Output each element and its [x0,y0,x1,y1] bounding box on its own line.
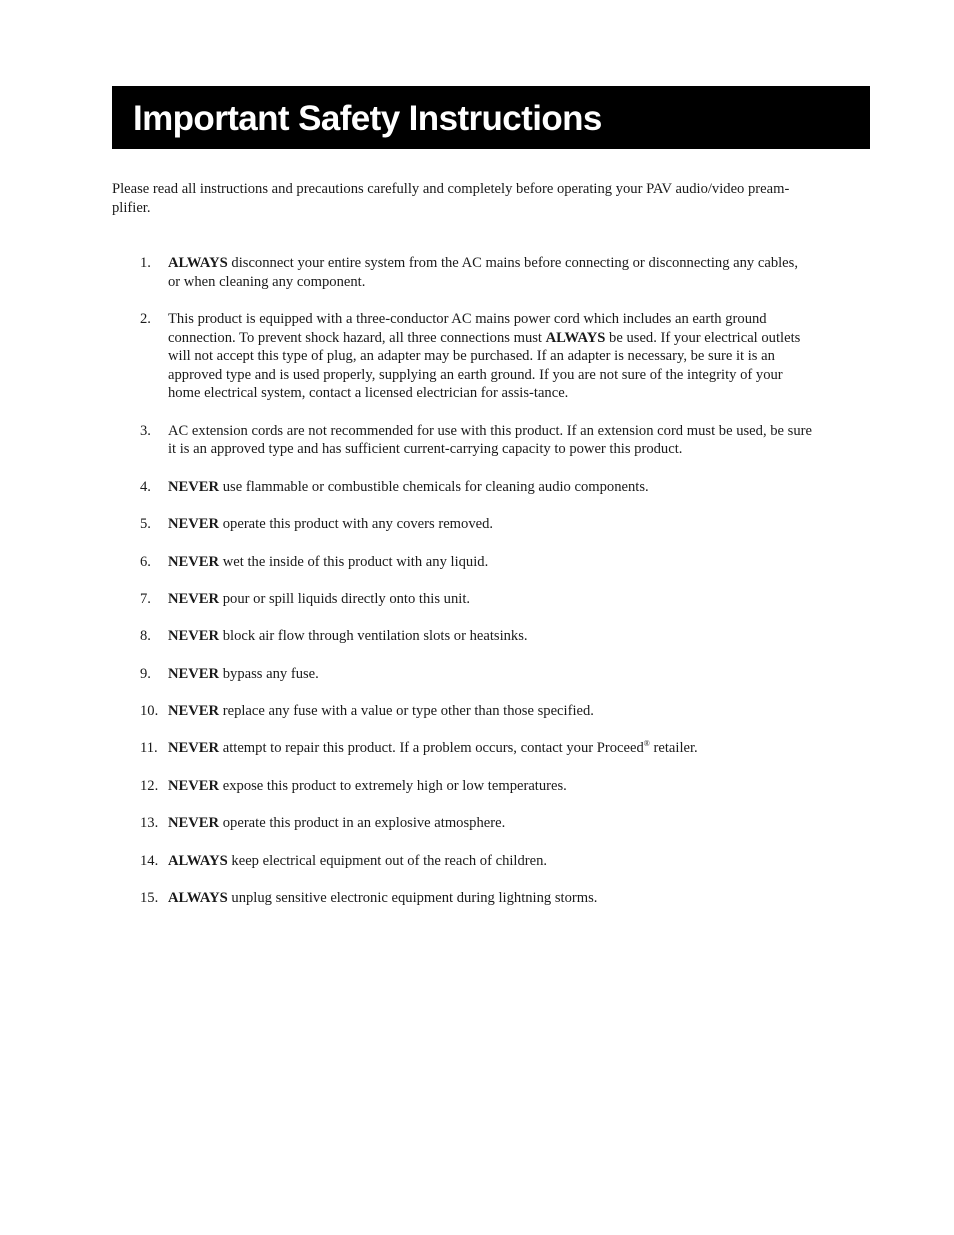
item-emphasis: NEVER [168,478,220,495]
item-text: This product is equipped with a three-conductor AC mains power cord which includes an earth ground connection. To prevent shock hazard, all three connections must [168,310,767,346]
list-item-1 [140,254,812,291]
list-item-6 [140,553,812,572]
list-item-5 [140,515,812,534]
item-emphasis: ALWAYS [168,890,228,907]
item-text: disconnect your entire system from the AC mains before connecting or disconnecting any cables, or when cleaning any component. [168,255,798,290]
intro-line-1: Please read all instructions and precautions carefully and completely before operating your PAV audio/video pream- [112,181,790,197]
item-number: 6. [140,553,151,570]
list-item-8 [140,627,812,646]
item-number: 11. [140,740,158,757]
list-item-10 [140,702,812,721]
item-emphasis: ALWAYS [168,852,228,869]
page-title: Important Safety Instructions [133,99,602,138]
list-item-7 [140,590,812,609]
item-number: 14. [140,852,159,869]
item-text: use flammable or combustible chemicals for cleaning audio components. [219,478,649,495]
item-number: 10. [140,703,159,720]
item-number: 2. [140,310,151,327]
item-emphasis: NEVER [168,815,220,832]
list-item-14 [140,852,812,871]
list-item-9 [140,665,812,684]
item-text-after: be used. If your electrical outlets will not accept this type of plug, an adapter may be purchased. If an adapter is necessary, be sure it is an approved type and is used properly, supplying an earth ground. If you are not sure of the integrity of your home electrical system, contact a licensed electrician for assis-tance. [168,329,801,402]
item-number: 1. [140,255,151,271]
item-number: 9. [140,665,151,682]
safety-instructions-list [140,254,812,926]
item-text: operate this product with any covers removed. [219,516,494,533]
item-number: 4. [140,478,151,495]
item-number: 3. [140,422,151,439]
item-emphasis: NEVER [168,777,220,794]
list-item-15 [140,889,812,908]
item-emphasis: ALWAYS [545,329,606,346]
item-emphasis: NEVER [168,665,220,682]
list-item-12 [140,777,812,796]
item-text: block air flow through ventilation slots or heatsinks. [219,628,528,645]
registered-mark: ® [643,739,650,749]
item-emphasis: NEVER [168,590,220,607]
item-number: 15. [140,890,159,907]
list-item-3 [140,422,812,459]
item-text-after: retailer. [649,740,698,757]
item-emphasis: NEVER [168,516,220,533]
item-text: keep electrical equipment out of the reach of children. [227,852,548,869]
list-item-11 [140,739,812,758]
item-text: attempt to repair this product. If a problem occurs, contact your Proceed [219,740,644,757]
item-text: expose this product to extremely high or low temperatures. [219,777,567,794]
item-emphasis: NEVER [168,703,220,720]
item-emphasis: NEVER [168,740,220,757]
item-text: AC extension cords are not recommended for use with this product. If an extension cord must be used, be sure it is an approved type and has sufficient current-carrying capacity to power this product. [168,422,812,458]
item-text: wet the inside of this product with any liquid. [219,553,489,570]
item-text: operate this product in an explosive atmosphere. [219,815,506,832]
item-emphasis: NEVER [168,628,220,645]
item-number: 8. [140,628,151,645]
intro-paragraph [112,180,870,217]
item-number: 7. [140,590,151,607]
item-text: unplug sensitive electronic equipment during lightning storms. [227,890,598,907]
item-text: replace any fuse with a value or type other than those specified. [219,703,594,720]
list-item-4 [140,478,812,497]
title-bar [112,86,870,149]
item-text: pour or spill liquids directly onto this unit. [219,590,471,607]
list-item-13 [140,814,812,833]
item-number: 13. [140,815,159,832]
item-emphasis: NEVER [168,553,220,570]
item-number: 5. [140,516,151,533]
item-number: 12. [140,777,159,794]
intro-line-2: plifier. [112,199,151,216]
item-text: bypass any fuse. [219,665,319,682]
list-item-2 [140,310,812,403]
item-emphasis: ALWAYS [168,255,228,271]
